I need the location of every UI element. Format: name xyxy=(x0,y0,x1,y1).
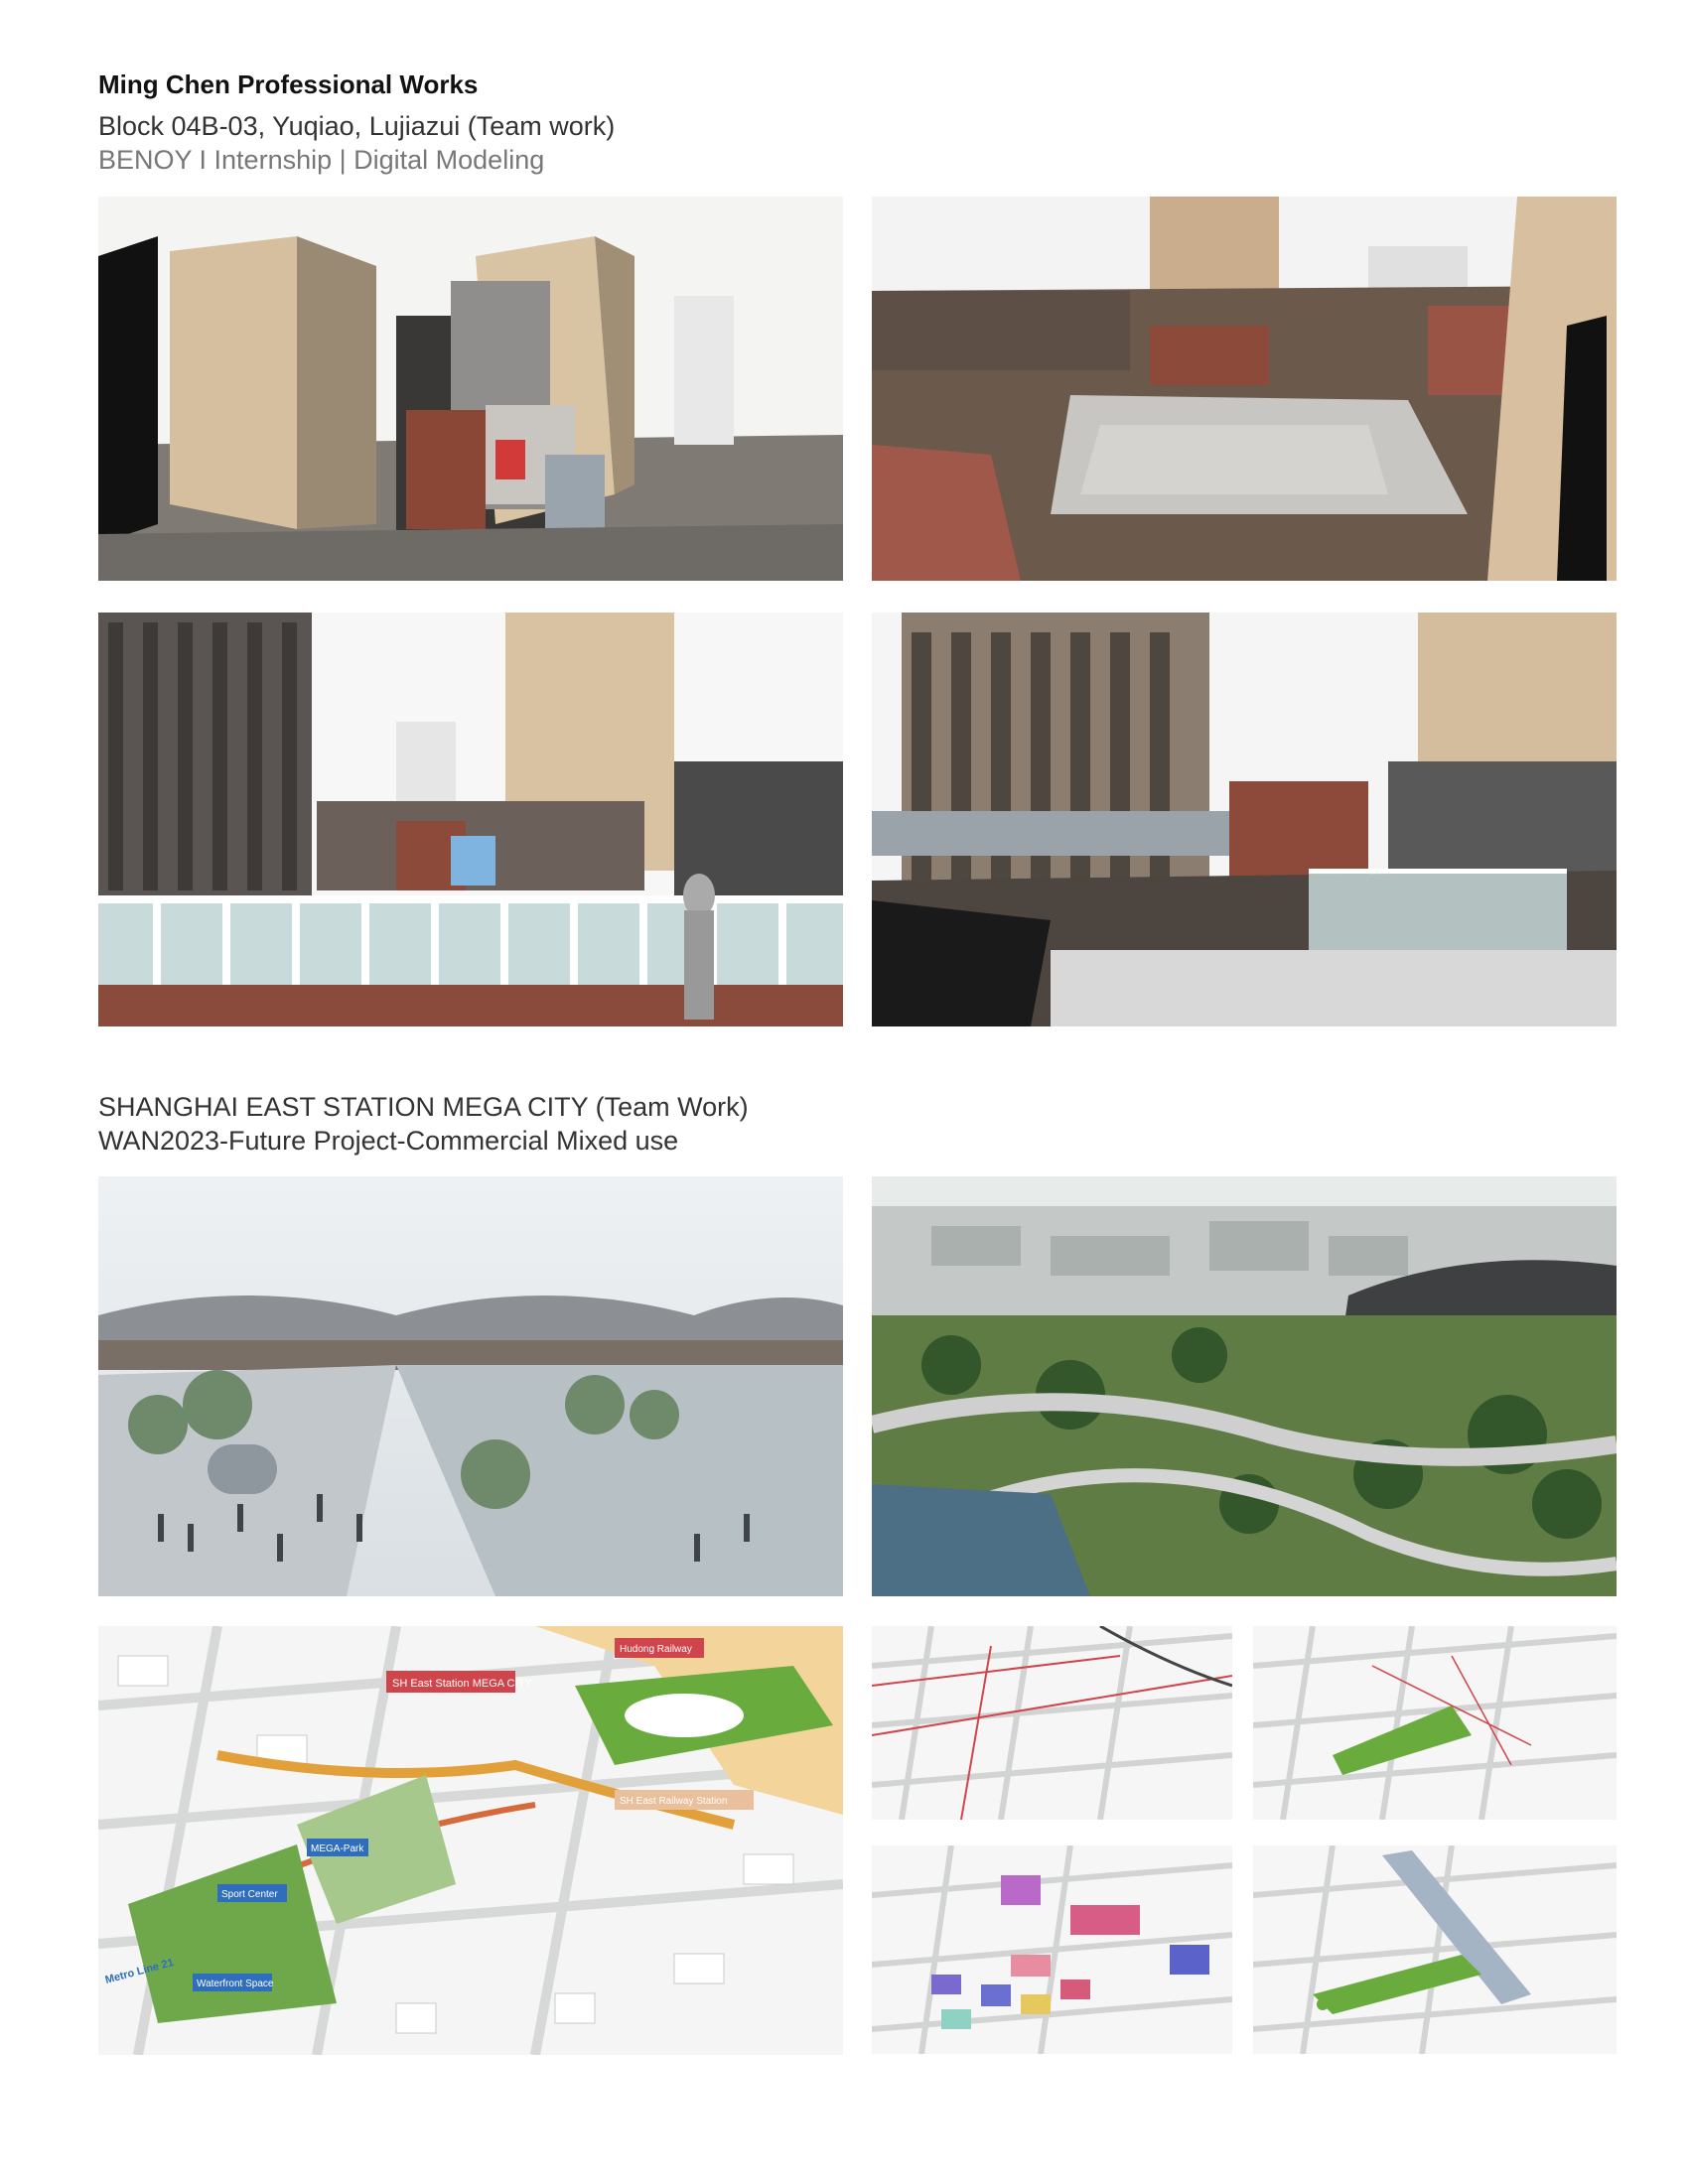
diagram-green-spine xyxy=(1253,1626,1617,1820)
render-bridge-view xyxy=(98,613,843,1026)
render-misty-riverwalk xyxy=(98,1176,843,1596)
diagram-programme xyxy=(872,1845,1232,2054)
label-railway-station: SH East Railway Station xyxy=(620,1796,728,1807)
render-elevated-walkway xyxy=(872,613,1617,1026)
project1-title: Block 04B-03, Yuqiao, Lujiazui (Team work) xyxy=(98,111,616,141)
project2-title: SHANGHAI EAST STATION MEGA CITY (Team Work) xyxy=(98,1092,749,1122)
render-green-aerial xyxy=(872,1176,1617,1596)
project2-subtitle: WAN2023-Future Project-Commercial Mixed use xyxy=(98,1126,679,1156)
diagram-river-corridor xyxy=(1253,1845,1617,2054)
project1-meta: BENOY I Internship | Digital Modeling xyxy=(98,145,545,175)
label-waterfront: Waterfront Space xyxy=(197,1979,274,1989)
label-park: MEGA-Park xyxy=(311,1843,364,1854)
render-aerial-towers xyxy=(98,197,843,581)
portfolio-title: Ming Chen Professional Works xyxy=(98,69,479,99)
render-courtyard-plaza xyxy=(872,197,1617,581)
label-mega-city: SH East Station MEGA CITY xyxy=(392,1678,532,1690)
label-metro: Metro Line 21 xyxy=(103,1956,176,1986)
diagram-road-network xyxy=(872,1626,1232,1820)
masterplan-axonometric xyxy=(98,1626,843,2055)
label-sports: Sport Center xyxy=(221,1889,278,1900)
label-railway: Hudong Railway xyxy=(620,1644,692,1655)
